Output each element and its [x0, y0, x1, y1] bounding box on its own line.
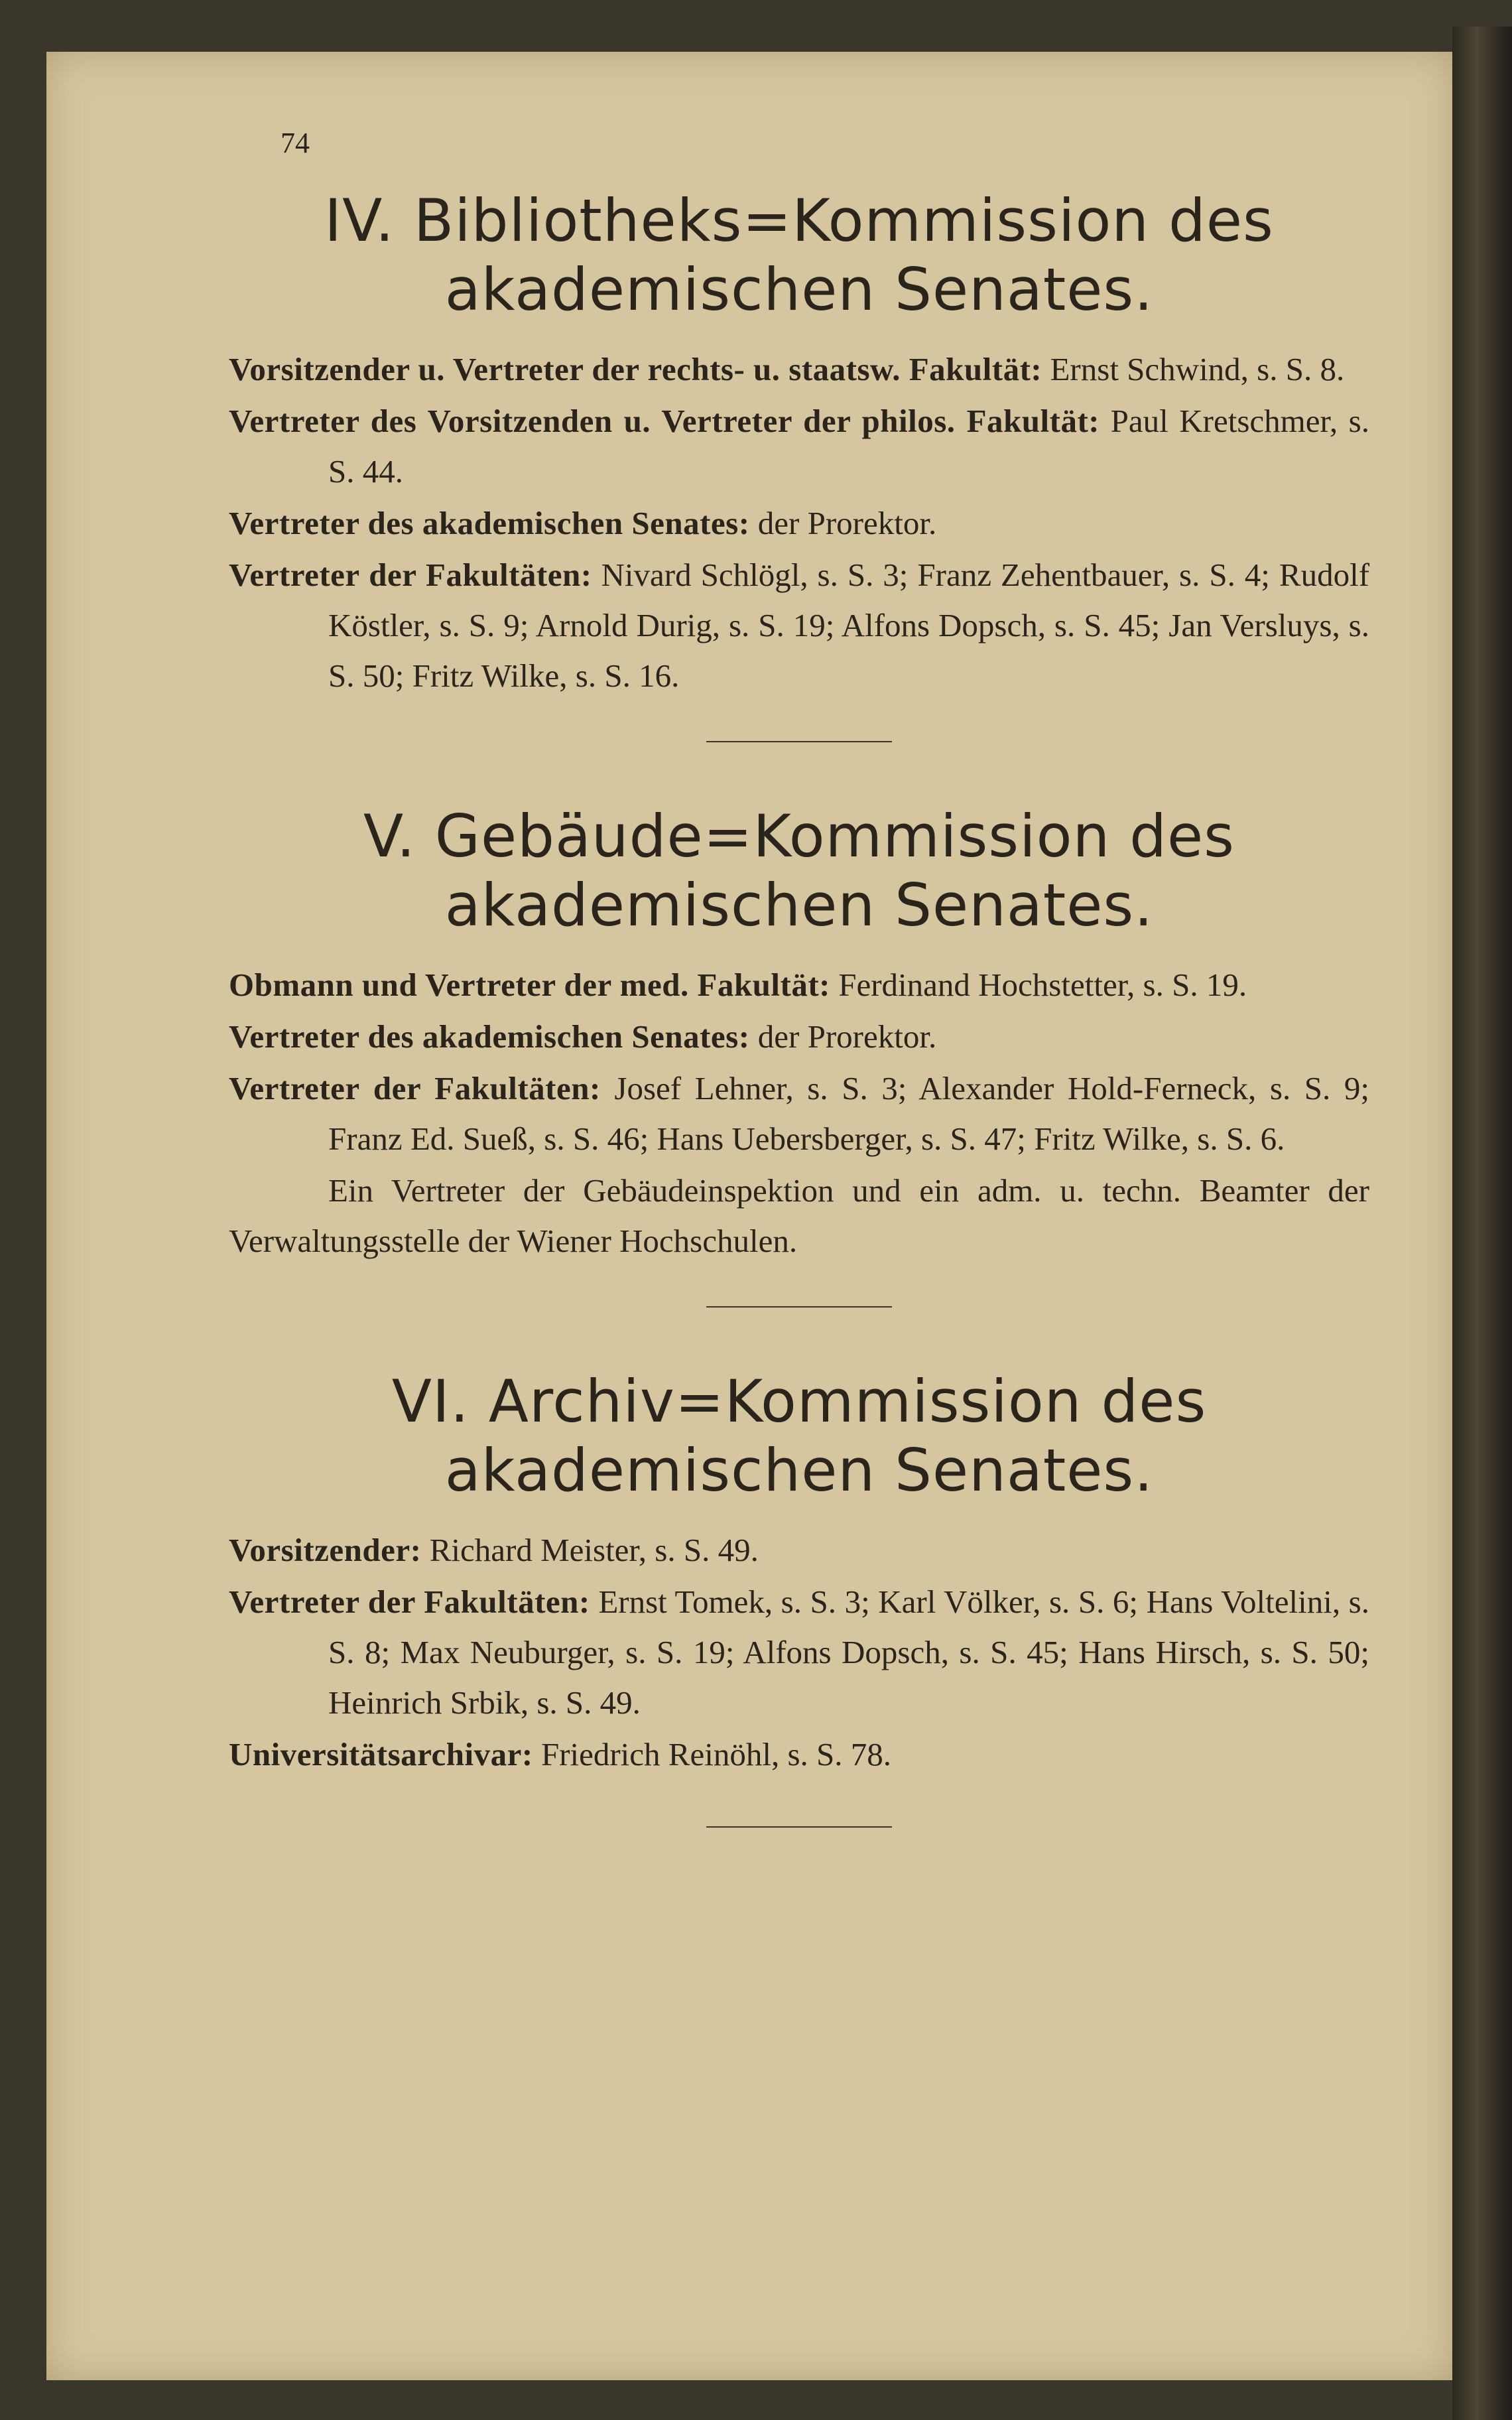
page-number: 74	[281, 127, 310, 159]
entry-obmann	[229, 960, 1369, 1010]
section-title-line1: IV. Bibliotheks=Kommission des	[324, 186, 1274, 255]
section-title-line1: VI. Archiv=Kommission des	[391, 1367, 1207, 1436]
section-title	[229, 802, 1369, 940]
entry-text: Friedrich Reinöhl, s. S. 78.	[540, 1736, 892, 1773]
entry-vorsitzender	[229, 344, 1369, 395]
section-title-line2: akademischen Senates.	[444, 1436, 1154, 1505]
section-divider	[706, 1826, 892, 1828]
entry-text: Nivard Schlögl, s. S. 3; Franz Zehentbauer, s. S. 4; Rudolf Köstler, s. S. 9; Arnold Durig, s. S. 19; Alfons Dopsch, s. S. 45; Jan Versluys, s. S. 50; Fritz Wilke, s. S. 16.	[328, 557, 1370, 694]
entry-label: Vorsitzender u. Vertreter der rechts- u. staatsw. Fakultät:	[229, 351, 1042, 387]
entry-vertreter-senates	[229, 498, 1369, 549]
entry-text: der Prorektor.	[757, 505, 937, 541]
entry-text: Ferdinand Hochstetter, s. S. 19.	[838, 967, 1247, 1003]
entry-label: Vertreter des akademischen Senates:	[229, 1018, 750, 1055]
entry-vertreter-vorsitzenden	[229, 396, 1369, 497]
section-archiv-kommission	[229, 1367, 1369, 1780]
entry-label: Vorsitzender:	[229, 1532, 422, 1568]
entry-label: Vertreter der Fakultäten:	[229, 1583, 590, 1620]
entry-label: Vertreter der Fakultäten:	[229, 557, 592, 593]
entry-vertreter-fakultaeten	[229, 550, 1369, 701]
entry-text: Richard Meister, s. S. 49.	[429, 1532, 759, 1568]
section-title-line2: akademischen Senates.	[444, 255, 1154, 324]
entry-vertreter-senates	[229, 1012, 1369, 1062]
book-binding	[1452, 27, 1512, 2420]
section-title	[229, 1367, 1369, 1505]
entry-text: Josef Lehner, s. S. 3; Alexander Hold-Ferneck, s. S. 9; Franz Ed. Sueß, s. S. 46; Hans Uebersberger, s. S. 47; Fritz Wilke, s. S. 6.	[328, 1070, 1369, 1157]
entry-vorsitzender	[229, 1525, 1369, 1576]
section-divider	[706, 741, 892, 742]
entry-label: Universitätsarchivar:	[229, 1736, 533, 1773]
entry-text: Paul Kretschmer, s. S. 44.	[328, 403, 1369, 490]
section-note: Ein Vertreter der Gebäudeinspektion und ein adm. u. techn. Beamter der Verwaltungsstelle der Wiener Hochschulen.	[229, 1172, 1369, 1259]
entry-label: Vertreter der Fakultäten:	[229, 1070, 601, 1107]
entry-label: Vertreter des Vorsitzenden u. Vertreter der philos. Fakultät:	[229, 403, 1100, 439]
section-bibliotheks-kommission	[229, 186, 1369, 701]
section-divider	[706, 1306, 892, 1308]
entry-text: Ernst Schwind, s. S. 8.	[1050, 351, 1345, 387]
entry-universitaetsarchivar	[229, 1729, 1369, 1780]
section-title-line2: akademischen Senates.	[444, 871, 1154, 939]
page-content	[229, 126, 1369, 1887]
entry-vertreter-fakultaeten	[229, 1577, 1369, 1728]
section-gebaeude-kommission	[229, 802, 1369, 1266]
section-title-line1: V. Gebäude=Kommission des	[363, 802, 1235, 870]
entry-label: Vertreter des akademischen Senates:	[229, 505, 750, 541]
entry-text: Ernst Tomek, s. S. 3; Karl Völker, s. S. 6; Hans Voltelini, s. S. 8; Max Neuburger, s. S. 19; Alfons Dopsch, s. S. 45; Hans Hirsch, s. S. 50; Heinrich Srbik, s. S. 49.	[328, 1583, 1369, 1721]
entry-label: Obmann und Vertreter der med. Fakultät:	[229, 967, 830, 1003]
entry-vertreter-fakultaeten	[229, 1063, 1369, 1164]
entry-text: der Prorektor.	[757, 1018, 937, 1055]
section-title	[229, 186, 1369, 324]
